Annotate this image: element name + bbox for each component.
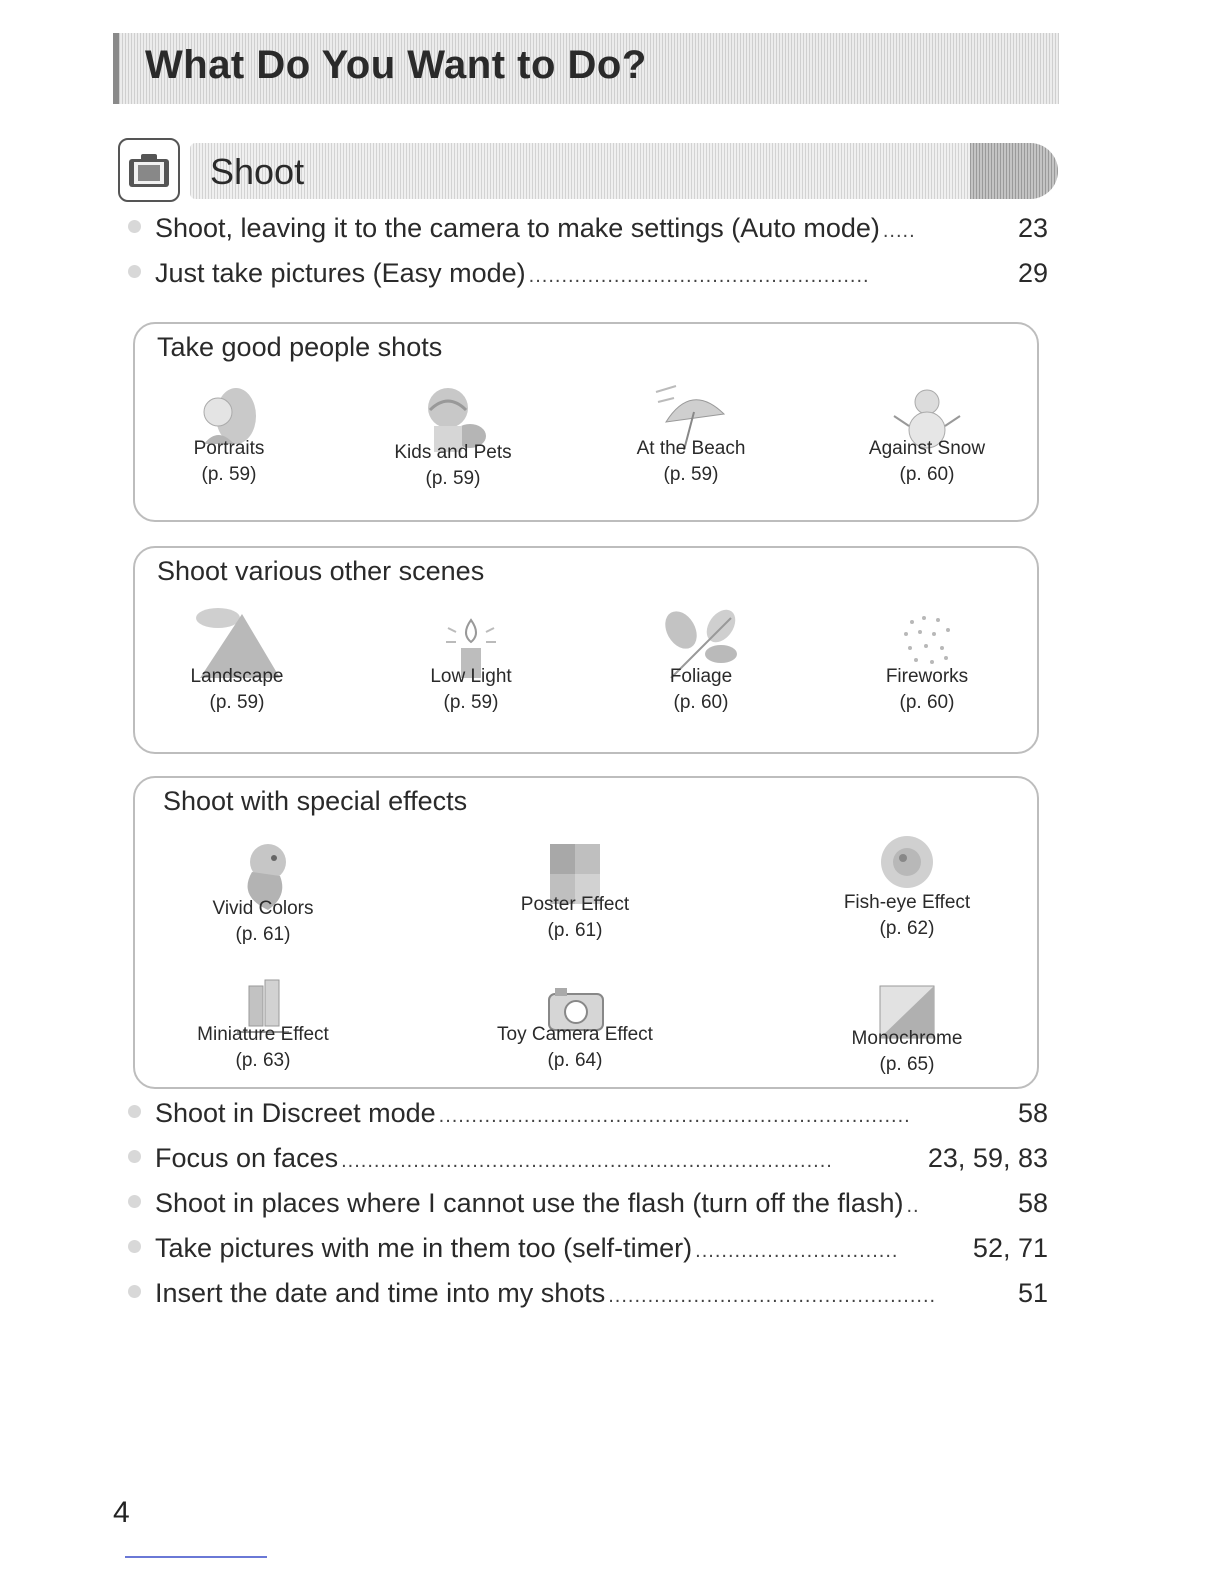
footer-divider xyxy=(125,1556,267,1558)
effect-miniature[interactable] xyxy=(153,976,373,1072)
scene-portraits[interactable] xyxy=(119,382,339,486)
scene-page-ref: (p. 59) xyxy=(663,464,719,485)
entry-page: 29 xyxy=(1017,258,1048,288)
scene-page-ref: (p. 60) xyxy=(673,692,729,713)
entry-text: Just take pictures (Easy mode) xyxy=(155,258,526,288)
scene-label: Kids and Pets xyxy=(394,442,512,463)
section-header-shoot xyxy=(190,143,1058,199)
scene-label: Against Snow xyxy=(868,438,986,459)
scene-label: Low Light xyxy=(430,666,512,687)
section-title: Shoot xyxy=(210,151,305,192)
effect-page-ref: (p. 61) xyxy=(547,920,603,941)
entry-page: 23 xyxy=(1017,213,1048,243)
page-number: 4 xyxy=(113,1496,130,1529)
entry-page: 51 xyxy=(1017,1278,1048,1308)
entry-page: 58 xyxy=(1017,1098,1048,1128)
scene-page-ref: (p. 60) xyxy=(899,464,955,485)
camera-icon xyxy=(118,138,180,202)
bullet-icon xyxy=(128,1285,141,1298)
scene-kids-and-pets[interactable] xyxy=(343,382,563,490)
box-title: Shoot with special effects xyxy=(163,786,468,816)
other-scenes-box xyxy=(133,546,1039,754)
dot-leader: ........................................................................... xyxy=(341,1150,833,1172)
people-shots-box xyxy=(133,322,1039,522)
effect-poster[interactable] xyxy=(465,840,685,942)
entry-page: 52, 71 xyxy=(972,1233,1048,1263)
special-effects-box xyxy=(133,776,1039,1089)
scene-foliage[interactable] xyxy=(591,608,811,714)
list-item[interactable] xyxy=(128,1188,1048,1226)
list-item[interactable] xyxy=(128,1233,1048,1271)
effect-page-ref: (p. 61) xyxy=(235,924,291,945)
effect-fish-eye[interactable] xyxy=(797,832,1017,940)
scene-page-ref: (p. 59) xyxy=(425,468,481,489)
entry-text: Shoot in Discreet mode xyxy=(155,1098,436,1128)
effect-page-ref: (p. 64) xyxy=(547,1050,603,1071)
box-title: Shoot various other scenes xyxy=(157,556,485,586)
scene-page-ref: (p. 59) xyxy=(209,692,265,713)
effect-page-ref: (p. 63) xyxy=(235,1050,291,1071)
dot-leader: ............................... xyxy=(695,1240,899,1262)
effect-page-ref: (p. 65) xyxy=(879,1054,935,1075)
entry-text: Take pictures with me in them too (self-timer) xyxy=(155,1233,693,1263)
effect-page-ref: (p. 62) xyxy=(879,918,935,939)
page-title: What Do You Want to Do? xyxy=(145,43,647,87)
scene-against-snow[interactable] xyxy=(817,382,1037,486)
entry-text: Shoot, leaving it to the camera to make settings (Auto mode) xyxy=(155,213,880,243)
entry-page: 23, 59, 83 xyxy=(927,1143,1048,1173)
scene-label: Landscape xyxy=(190,666,284,687)
page-title-banner xyxy=(113,33,1059,104)
box-title: Take good people shots xyxy=(157,332,443,362)
scene-page-ref: (p. 60) xyxy=(899,692,955,713)
entry-text: Shoot in places where I cannot use the flash (turn off the flash) xyxy=(155,1188,904,1218)
entry-text: Insert the date and time into my shots xyxy=(155,1278,606,1308)
effect-label: Vivid Colors xyxy=(212,898,314,919)
scene-landscape[interactable] xyxy=(127,604,347,714)
scene-page-ref: (p. 59) xyxy=(201,464,257,485)
effect-toy-camera[interactable] xyxy=(465,984,685,1072)
list-item[interactable] xyxy=(128,258,1048,296)
effect-label: Toy Camera Effect xyxy=(497,1024,653,1045)
scene-label: Portraits xyxy=(193,438,265,459)
entry-page: 58 xyxy=(1017,1188,1048,1218)
scene-label: At the Beach xyxy=(636,438,746,459)
scene-label: Fireworks xyxy=(885,666,969,687)
dot-leader: .................................................. xyxy=(608,1285,937,1307)
scene-page-ref: (p. 59) xyxy=(443,692,499,713)
scene-fireworks[interactable] xyxy=(817,608,1037,714)
list-item[interactable] xyxy=(128,1098,1048,1136)
bullet-icon xyxy=(128,1195,141,1208)
bullet-icon xyxy=(128,1150,141,1163)
bullet-icon xyxy=(128,265,141,278)
effect-label: Poster Effect xyxy=(520,894,630,915)
bullet-icon xyxy=(128,220,141,233)
bullet-icon xyxy=(128,1105,141,1118)
effect-monochrome[interactable] xyxy=(797,982,1017,1076)
dot-leader: .................................................... xyxy=(528,265,870,287)
dot-leader: .. xyxy=(906,1195,920,1217)
effect-label: Fish-eye Effect xyxy=(843,892,971,913)
list-item[interactable] xyxy=(128,1143,1048,1181)
effect-label: Miniature Effect xyxy=(197,1024,329,1045)
scene-low-light[interactable] xyxy=(361,614,581,714)
scene-label: Foliage xyxy=(669,666,733,687)
bullet-icon xyxy=(128,1240,141,1253)
list-item[interactable] xyxy=(128,213,1048,251)
scene-at-the-beach[interactable] xyxy=(581,382,801,486)
dot-leader: ..... xyxy=(882,220,916,242)
list-item[interactable] xyxy=(128,1278,1048,1316)
dot-leader: ........................................................................ xyxy=(438,1105,911,1127)
effect-label: Monochrome xyxy=(851,1028,963,1049)
entry-text: Focus on faces xyxy=(155,1143,339,1173)
effect-vivid-colors[interactable] xyxy=(153,836,373,946)
